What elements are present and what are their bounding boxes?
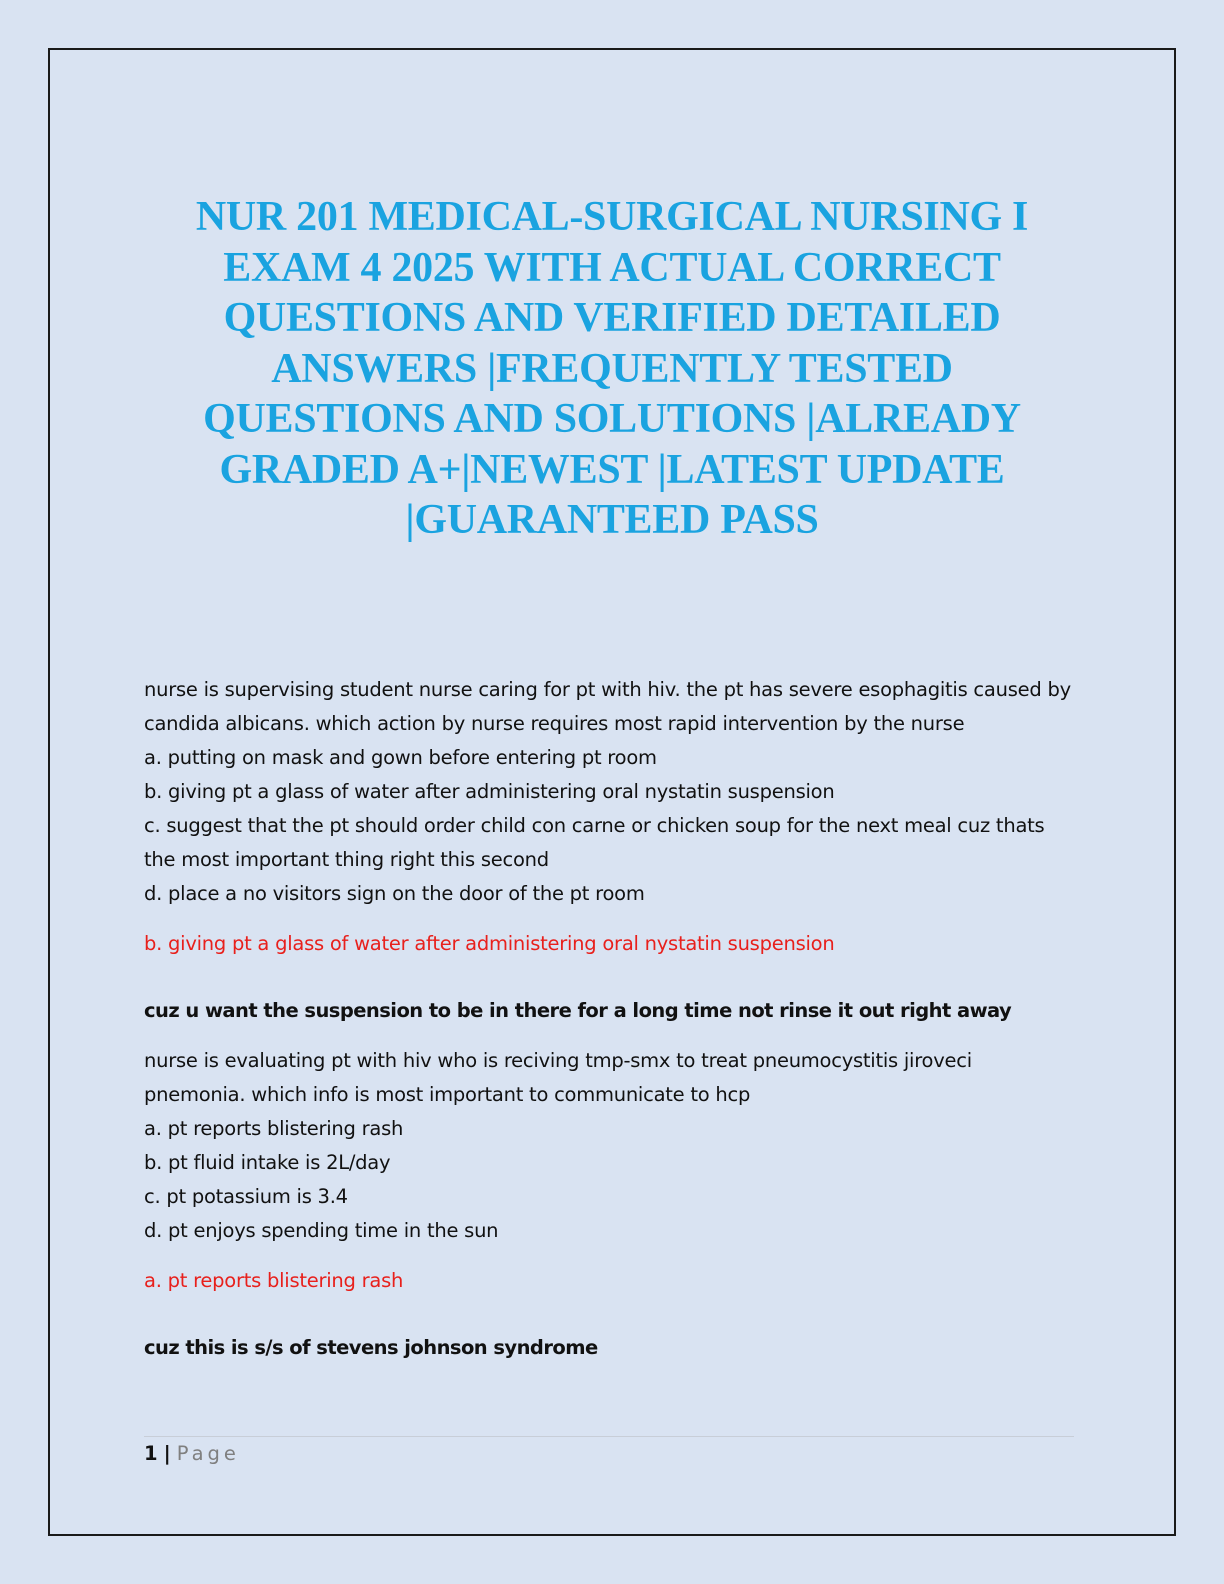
title-line: |GUARANTEED PASS	[405, 497, 819, 543]
document-body	[144, 673, 1084, 1365]
page-number: 1	[144, 1442, 158, 1465]
answer-option: a. pt reports blistering rash	[144, 1117, 404, 1140]
answer-option: b. giving pt a glass of water after administering oral nystatin suspension	[144, 780, 835, 803]
rationale: cuz this is s/s of stevens johnson syndrome	[144, 1336, 598, 1359]
correct-answer: b. giving pt a glass of water after administering oral nystatin suspension	[144, 932, 835, 955]
title-line: NUR 201 MEDICAL-SURGICAL NURSING I	[195, 194, 1029, 240]
answer-option: the most important thing right this second	[144, 848, 549, 871]
question-stem: nurse is evaluating pt with hiv who is reciving tmp-smx to treat pneumocystitis jiroveci	[144, 1049, 972, 1072]
question-stem: pnemonia. which info is most important to communicate to hcp	[144, 1083, 751, 1106]
question-1	[144, 673, 1084, 1028]
page-footer	[144, 1442, 240, 1466]
rationale: cuz u want the suspension to be in there for a long time not rinse it out right away	[144, 999, 1012, 1022]
title-line: QUESTIONS AND VERIFIED DETAILED	[223, 295, 1001, 341]
answer-option: c. suggest that the pt should order child con carne or chicken soup for the next meal cuz thats	[144, 814, 1045, 837]
title-line: EXAM 4 2025 WITH ACTUAL CORRECT	[223, 244, 1001, 291]
question-stem: candida albicans. which action by nurse requires most rapid intervention by the nurse	[144, 712, 965, 735]
title-line: ANSWERS |FREQUENTLY TESTED	[271, 345, 953, 392]
footer-separator: |	[163, 1442, 171, 1465]
question-stem: nurse is supervising student nurse caring for pt with hiv. the pt has severe esophagitis caused by	[144, 678, 1071, 701]
question-2	[144, 1044, 1084, 1365]
document-title	[150, 192, 1074, 546]
answer-option: d. pt enjoys spending time in the sun	[144, 1219, 499, 1242]
answer-option: d. place a no visitors sign on the door of the pt room	[144, 882, 645, 905]
answer-option: b. pt fluid intake is 2L/day	[144, 1151, 391, 1174]
answer-option: c. pt potassium is 3.4	[144, 1185, 348, 1208]
answer-option: a. putting on mask and gown before entering pt room	[144, 746, 657, 769]
footer-divider	[144, 1436, 1074, 1437]
page-label: Page	[176, 1442, 240, 1465]
title-line: GRADED A+|NEWEST |LATEST UPDATE	[219, 446, 1005, 493]
correct-answer: a. pt reports blistering rash	[144, 1269, 404, 1292]
title-line: QUESTIONS AND SOLUTIONS |ALREADY	[203, 396, 1021, 442]
